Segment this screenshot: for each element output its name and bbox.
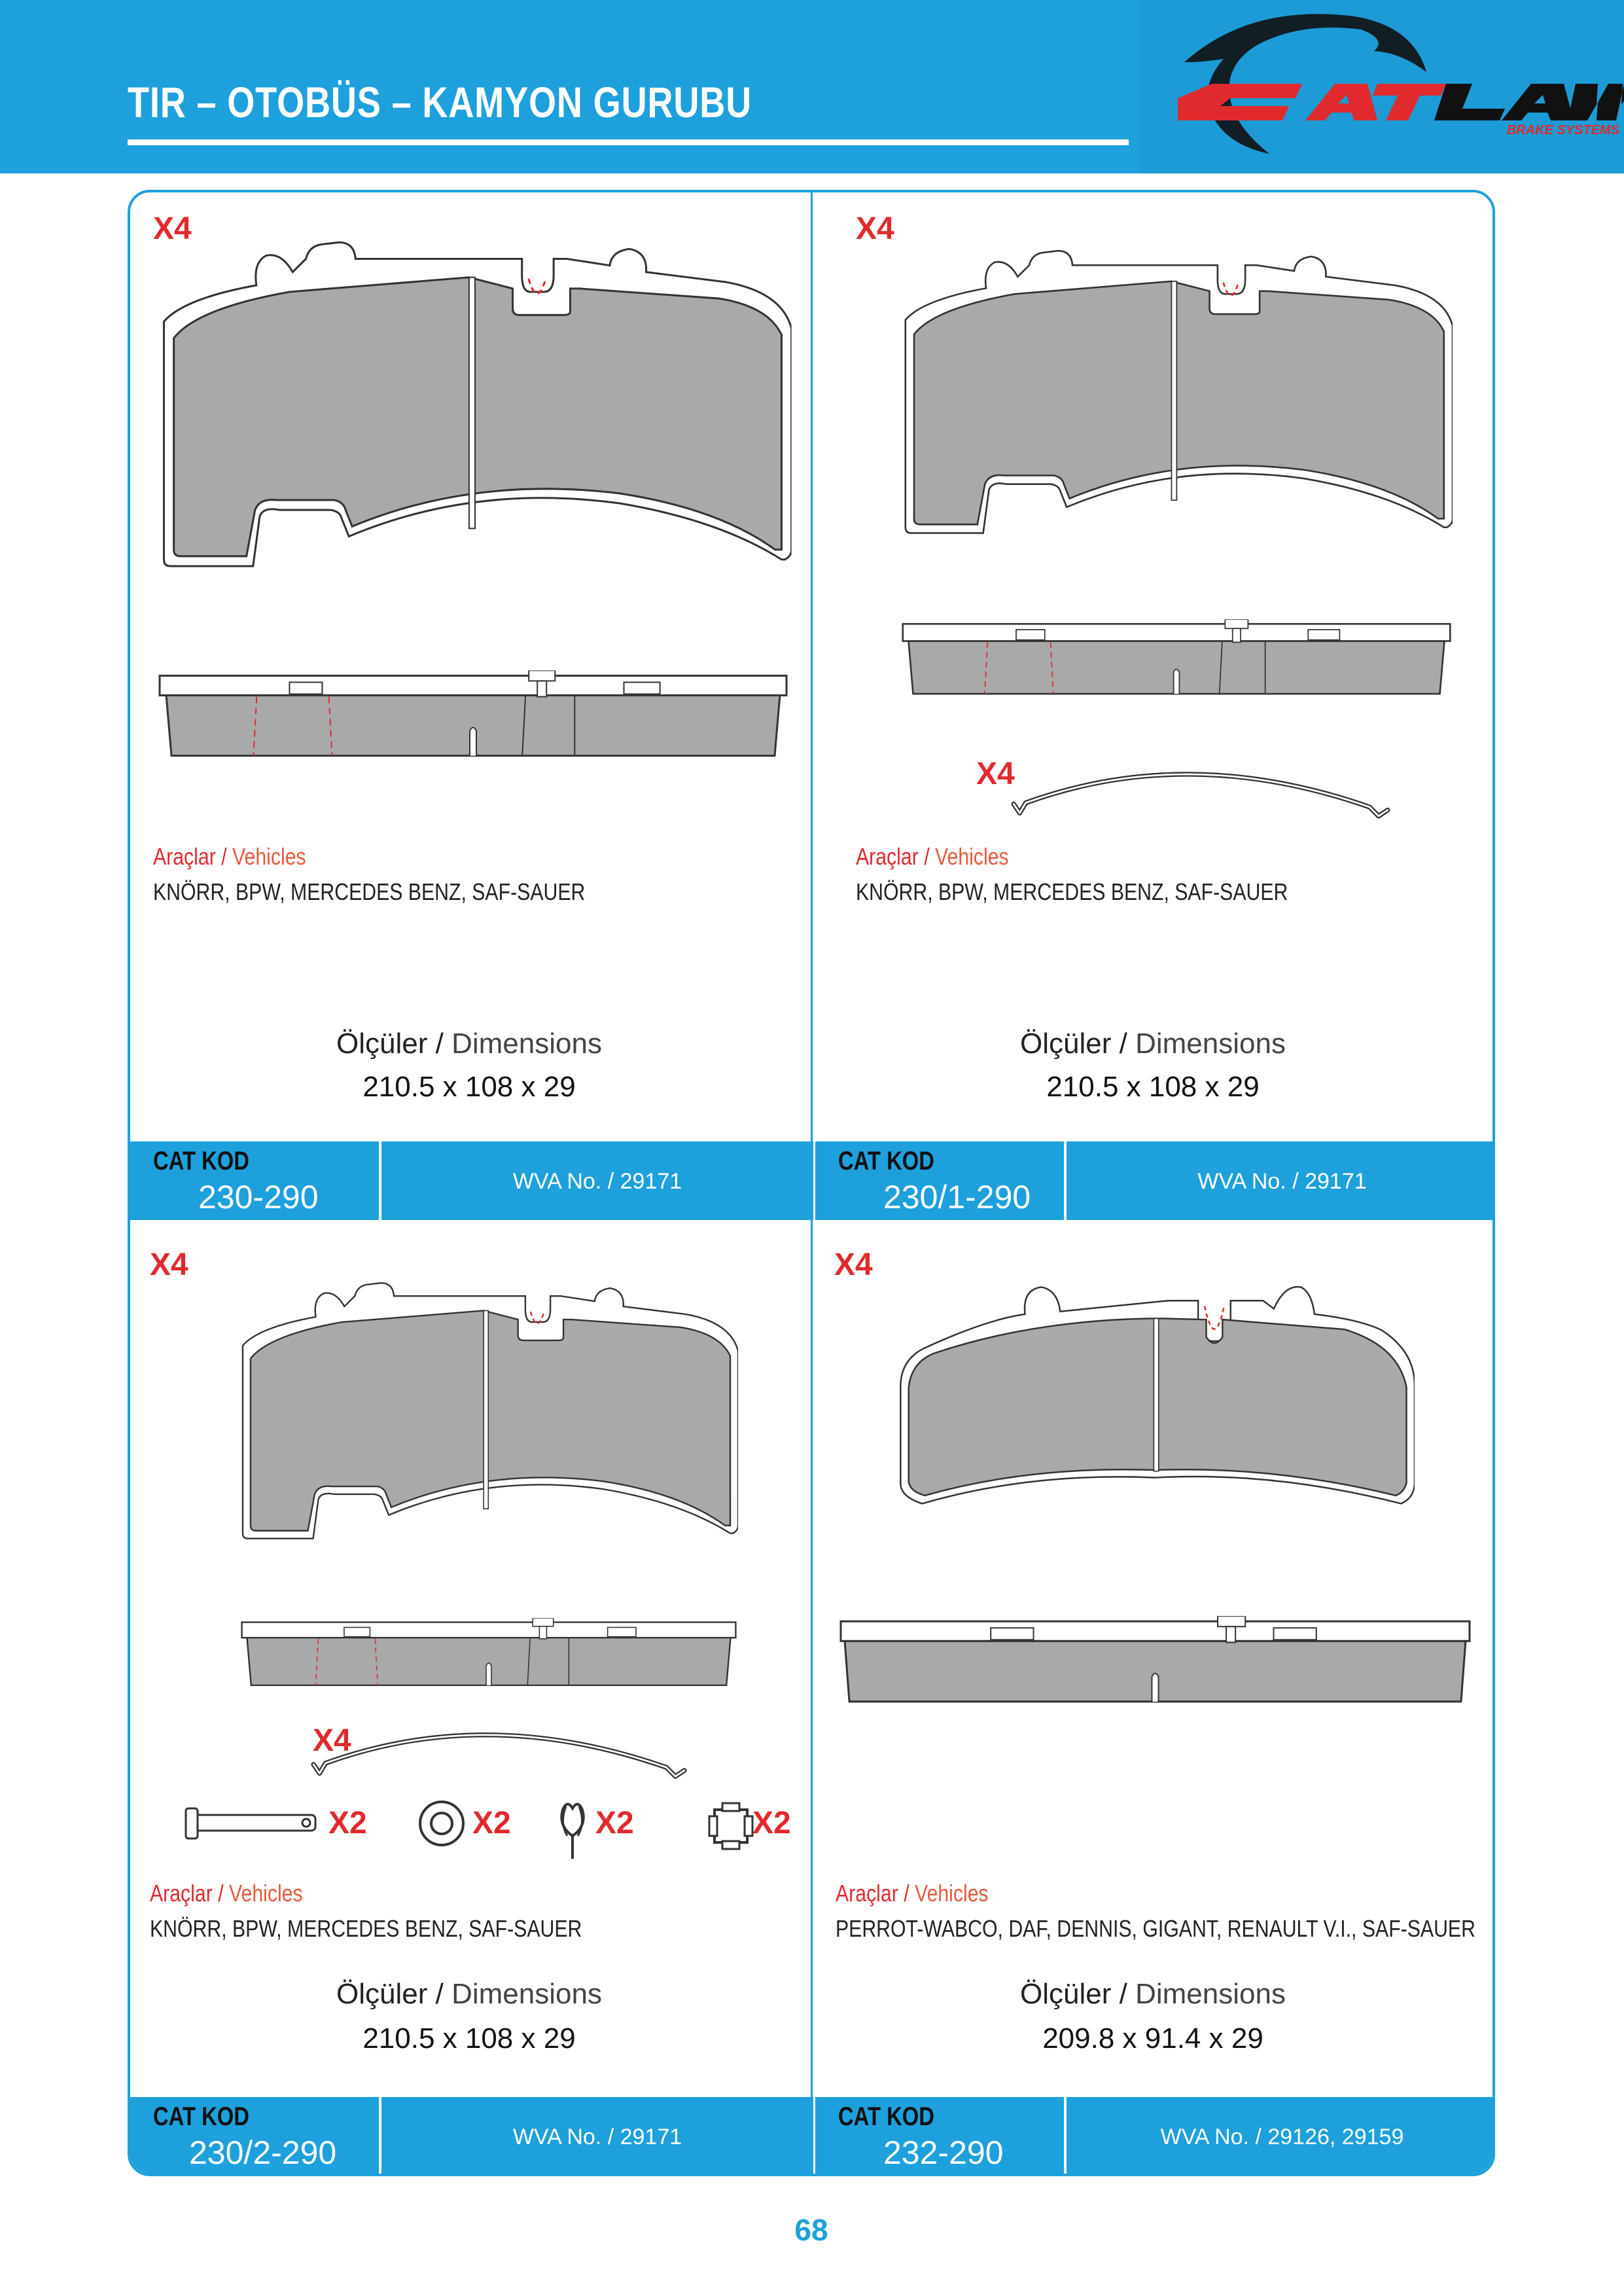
product-code: 230/1-290 [883, 1179, 1031, 1215]
vehicles-label-en: Vehicles [934, 843, 1009, 870]
clip-quantity: X2 [595, 1806, 634, 1840]
panther-logo-icon [1139, 0, 1624, 173]
dimensions-value: 210.5 x 108 x 29 [1046, 1071, 1260, 1103]
vehicle-list: KNÖRR, BPW, MERCEDES BENZ, SAF-SAUER [150, 1915, 582, 1942]
code-label: CAT KOD [153, 2102, 249, 2131]
wva-number: WVA No. / 29171 [512, 2125, 682, 2149]
anti-rattle-spring-icon [308, 1715, 690, 1790]
code-label: CAT KOD [153, 1147, 249, 1175]
dimensions-label-tr: Ölçüler [336, 1978, 428, 2010]
dimensions-value: 210.5 x 108 x 29 [362, 1071, 576, 1103]
vehicles-label: Araçlar / Vehicles [836, 1880, 989, 1907]
code-label: CAT KOD [838, 2102, 934, 2131]
brake-pad-side-icon [158, 669, 788, 764]
vehicle-list: KNÖRR, BPW, MERCEDES BENZ, SAF-SAUER [856, 878, 1288, 905]
dimensions-label: Ölçüler / Dimensions [336, 1978, 602, 2010]
spring-quantity: X4 [313, 1723, 351, 1758]
page-number: 68 [794, 2213, 828, 2247]
anti-rattle-spring-icon [1008, 753, 1394, 831]
vehicles-label-tr: Araçlar [856, 843, 919, 870]
pad-quantity: X4 [856, 211, 894, 246]
brake-pad-front-icon [238, 1270, 738, 1541]
dimensions-label-en: Dimensions [451, 1028, 602, 1060]
code-band-2 [815, 1141, 1495, 1220]
pad-quantity: X4 [150, 1247, 188, 1282]
product-code: 232-290 [883, 2134, 1004, 2171]
wva-number: WVA No. / 29126, 29159 [1160, 2125, 1404, 2149]
dimensions-value: 209.8 x 91.4 x 29 [1042, 2022, 1263, 2054]
dimensions-label: Ölçüler / Dimensions [1020, 1978, 1286, 2010]
pad-quantity: X4 [834, 1247, 873, 1282]
washer-icon [417, 1799, 467, 1848]
dimensions-label-tr: Ölçüler [1020, 1028, 1112, 1060]
spring-quantity: X4 [976, 757, 1015, 791]
dimensions-label: Ölçüler / Dimensions [1020, 1028, 1286, 1060]
dimensions-label-en: Dimensions [1135, 1978, 1286, 2010]
code-band-1 [130, 1141, 813, 1220]
vehicle-list: PERROT-WABCO, DAF, DENNIS, GIGANT, RENAULT V.I., SAF-SAUER [836, 1915, 1475, 1942]
vehicles-label-en: Vehicles [914, 1880, 989, 1907]
page-header [0, 0, 1624, 173]
brake-pad-front-icon [838, 1276, 1472, 1558]
vehicles-label: Araçlar / Vehicles [856, 843, 1009, 870]
vehicles-label: Araçlar / Vehicles [153, 843, 306, 870]
washer-quantity: X2 [472, 1806, 511, 1840]
brake-pad-front-icon [900, 236, 1453, 537]
brake-pad-side-icon [839, 1615, 1471, 1710]
vehicles-label-tr: Araçlar [836, 1880, 898, 1907]
wva-number: WVA No. / 29171 [512, 1169, 682, 1194]
dimensions-label-en: Dimensions [1135, 1028, 1286, 1060]
wva-number: WVA No. / 29171 [1197, 1169, 1367, 1194]
bracket-quantity: X2 [752, 1806, 791, 1840]
dimensions-label-tr: Ölçüler [336, 1028, 428, 1060]
dimensions-value: 210.5 x 108 x 29 [362, 2022, 576, 2054]
bracket-icon [708, 1800, 754, 1852]
brake-pad-side-icon [241, 1617, 737, 1692]
dimensions-label: Ölçüler / Dimensions [336, 1028, 602, 1060]
vehicles-label-tr: Araçlar [153, 843, 216, 870]
vehicle-list: KNÖRR, BPW, MERCEDES BENZ, SAF-SAUER [153, 878, 586, 905]
brake-pad-front-icon [157, 226, 792, 569]
column-divider [811, 190, 813, 2176]
page-title: TIR – OTOBÜS – KAMYON GURUBU [128, 78, 752, 126]
brand-logo [1139, 0, 1624, 173]
header-underline [128, 139, 1129, 145]
pin-icon [183, 1803, 327, 1842]
vehicles-label-en: Vehicles [232, 843, 306, 870]
dimensions-label-tr: Ölçüler [1020, 1978, 1112, 2010]
product-code: 230-290 [198, 1179, 319, 1215]
logo-tagline: BRAKE SYSTEMS [1506, 123, 1619, 137]
product-code: 230/2-290 [189, 2134, 337, 2171]
vehicles-label: Araçlar / Vehicles [150, 1880, 303, 1907]
code-band-3 [130, 2097, 813, 2176]
vehicles-label-tr: Araçlar [150, 1880, 213, 1907]
pad-quantity: X4 [153, 211, 192, 246]
dimensions-label-en: Dimensions [451, 1978, 602, 2010]
pin-quantity: X2 [328, 1806, 367, 1840]
clip-icon [553, 1797, 592, 1862]
code-label: CAT KOD [838, 1147, 934, 1175]
brake-pad-side-icon [902, 619, 1451, 700]
code-band-4 [815, 2097, 1495, 2176]
vehicles-label-en: Vehicles [228, 1880, 303, 1907]
